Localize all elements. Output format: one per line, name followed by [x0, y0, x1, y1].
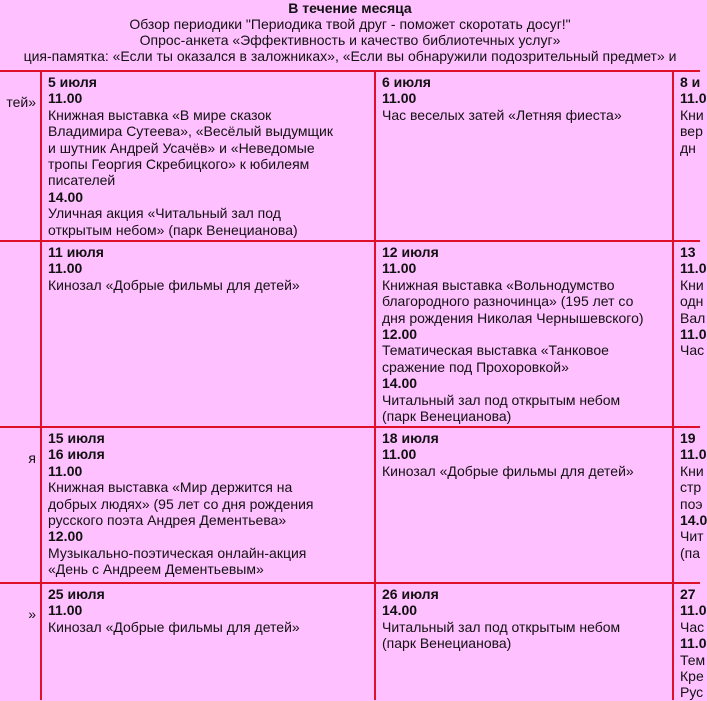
event-date: 8 и — [680, 74, 701, 90]
event-description: Вал — [680, 309, 706, 326]
event-time: 11.00 — [48, 602, 83, 619]
event-description: Тематическая выставка «Танковое — [382, 342, 609, 359]
event-date: 15 июля — [48, 430, 105, 446]
event-description: Чит — [680, 528, 704, 545]
event-description: благородного разночинца» (195 лет со — [382, 293, 634, 310]
event-date: 27 — [680, 586, 696, 602]
event-description: сражение под Прохоровкой» — [382, 358, 569, 375]
event-time: 11.0 — [680, 602, 707, 619]
event-description: Книжная выставка «В мире сказок — [48, 106, 272, 123]
table-row-divider — [0, 240, 700, 242]
event-time: 14.00 — [382, 375, 418, 392]
schedule-cell — [42, 584, 374, 700]
event-description: добрых людях» (95 лет со дня рождения — [48, 495, 314, 512]
table-row-divider — [0, 426, 700, 428]
event-description: Кинозал «Добрые фильмы для детей» — [48, 276, 300, 293]
event-description: писателей — [48, 172, 116, 189]
event-description: открытым небом» (парк Венецианова) — [48, 221, 298, 238]
event-time: 11.0 — [680, 446, 707, 463]
event-description: одн — [680, 293, 704, 310]
table-column-divider — [672, 70, 674, 700]
event-description: Читальный зал под открытым небом — [382, 391, 621, 408]
event-time: 14.00 — [48, 188, 84, 205]
event-time: 12.00 — [382, 326, 418, 343]
event-description: Уличная акция «Читальный зал под — [48, 205, 281, 222]
schedule-cell — [42, 428, 374, 582]
schedule-cell-left-fragment — [0, 262, 40, 426]
event-description: (парк Венецианова) — [382, 408, 512, 425]
event-description: (парк Венецианова) — [382, 635, 512, 652]
schedule-cell — [376, 584, 672, 700]
event-description: Кни — [680, 462, 704, 479]
event-date: 25 июля — [48, 586, 105, 602]
schedule-cell — [42, 242, 374, 426]
event-time: 14.0 — [680, 512, 707, 529]
event-date: 11 июля — [48, 244, 104, 260]
event-time: 11.0 — [680, 635, 707, 652]
header-line-periodicals: Обзор периодики "Периодика твой друг - поможет скоротать досуг!" — [129, 16, 571, 32]
event-description: и шутник Андрей Усачёв» и «Неведомые — [48, 139, 315, 156]
schedule-cell — [674, 242, 707, 426]
table-column-divider — [374, 70, 376, 700]
header-title: В течение месяца — [288, 0, 412, 16]
schedule-cell — [674, 72, 707, 240]
event-date: 16 июля — [48, 446, 105, 463]
event-time: 14.00 — [382, 602, 418, 619]
event-description: Книжная выставка «Вольнодумство — [382, 276, 615, 293]
left-fragment-text: я — [28, 450, 36, 466]
event-time: 11.00 — [382, 90, 417, 107]
event-description: Час — [680, 342, 705, 359]
event-time: 11.00 — [382, 446, 417, 463]
event-description: Кинозал «Добрые фильмы для детей» — [48, 618, 300, 635]
event-time: 11.0 — [680, 260, 707, 277]
schedule-cell — [674, 428, 707, 582]
event-date: 18 июля — [382, 430, 439, 446]
event-description: Музыкально-поэтическая онлайн-акция — [48, 544, 307, 561]
event-time: 11.0 — [680, 90, 707, 107]
event-description: «День с Андреем Дементьевым» — [48, 561, 264, 578]
left-fragment-text: тей» — [6, 94, 36, 110]
event-description: Читальный зал под открытым небом — [382, 618, 621, 635]
event-time: 11.00 — [382, 260, 417, 277]
event-time: 11.00 — [48, 462, 83, 479]
event-description: дня рождения Николая Чернышевского) — [382, 309, 644, 326]
schedule-cell — [376, 242, 672, 426]
event-description: Кре — [680, 668, 704, 685]
event-description: вер — [680, 123, 703, 140]
schedule-cell — [42, 72, 374, 240]
monthly-events-header — [0, 0, 700, 72]
schedule-cell-left-fragment — [0, 604, 40, 700]
event-description: Тем — [680, 651, 706, 668]
event-date: 26 июля — [382, 586, 439, 602]
event-date: 6 июля — [382, 74, 431, 90]
event-time: 11.0 — [680, 326, 707, 343]
event-date: 19 — [680, 430, 696, 446]
event-description: поэ — [680, 495, 703, 512]
schedule-table — [0, 70, 707, 701]
left-fragment-text: » — [28, 606, 36, 622]
event-date: 5 июля — [48, 74, 97, 90]
schedule-cell — [674, 584, 707, 701]
event-description: стр — [680, 479, 702, 496]
event-date: 12 июля — [382, 244, 439, 260]
event-description: дн — [680, 139, 696, 156]
event-description: Кни — [680, 276, 704, 293]
event-description: тропы Георгия Скребицкого» к юбилеям — [48, 156, 310, 173]
event-time: 11.00 — [48, 90, 83, 107]
event-time: 12.00 — [48, 528, 84, 545]
event-date: 13 — [680, 244, 696, 260]
event-description: Рус — [680, 684, 704, 701]
schedule-cell — [376, 428, 672, 582]
header-line-survey: Опрос-анкета «Эффективность и качество библиотечных услуг» — [139, 32, 561, 48]
event-description: Час — [680, 618, 705, 635]
schedule-cell-left-fragment — [0, 92, 40, 240]
table-row-divider — [0, 582, 700, 584]
schedule-cell-left-fragment — [0, 448, 40, 582]
event-description: Кинозал «Добрые фильмы для детей» — [382, 462, 634, 479]
event-description: русского поэта Андрея Дементьева» — [48, 512, 287, 529]
event-description: Час веселых затей «Летняя фиеста» — [382, 106, 622, 123]
header-line-memo: ция-памятка: «Если ты оказался в заложниках», «Если вы обнаружили подозрительный предмет» и — [23, 48, 677, 64]
event-description: Кни — [680, 106, 704, 123]
table-column-divider — [40, 70, 42, 700]
schedule-cell — [376, 72, 672, 240]
event-time: 11.00 — [48, 260, 83, 277]
event-description: Владимира Сутеева», «Весёлый выдумщик — [48, 123, 333, 140]
event-description: Книжная выставка «Мир держится на — [48, 479, 293, 496]
event-description: (па — [680, 544, 701, 561]
